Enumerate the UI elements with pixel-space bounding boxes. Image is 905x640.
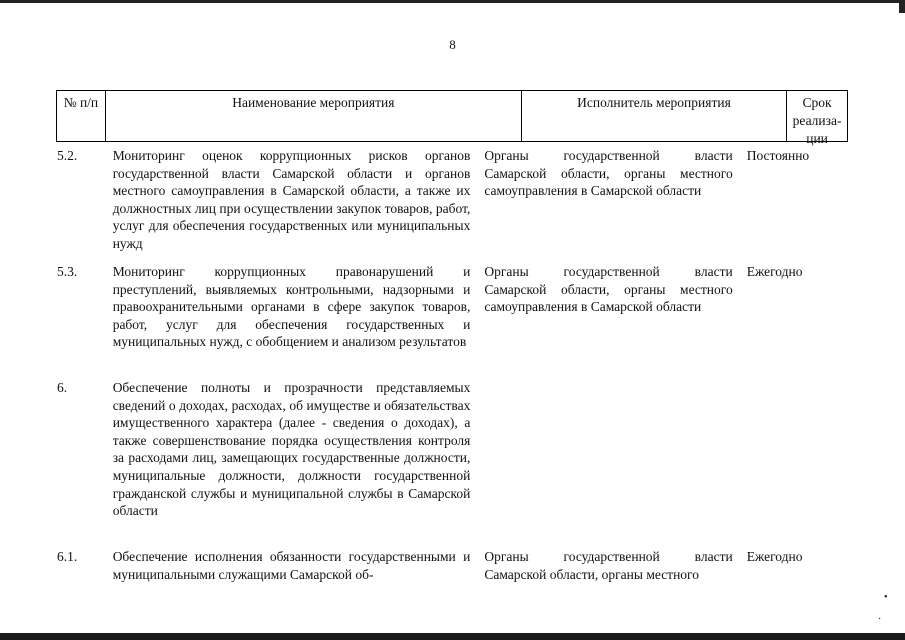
scan-speck: •	[884, 592, 888, 603]
page-number: 8	[449, 37, 456, 52]
row-name: Обеспечение исполнения обязанности государственными и муниципальными служащими Самарской об-	[112, 549, 471, 582]
table-row	[56, 263, 856, 351]
header-executor: Исполнитель мероприятия	[522, 91, 787, 141]
header-term: Срок реализа-ции	[792, 95, 842, 146]
row-num: 6.1.	[57, 549, 78, 564]
row-executor: Органы государственной власти Самарской области, органы местного самоуправления в Самарской области	[484, 264, 733, 315]
scan-edge-bottom	[0, 633, 905, 640]
row-executor: Органы государственной власти Самарской области, органы местного	[484, 549, 733, 582]
row-term: Ежегодно	[746, 549, 803, 564]
row-num: 6.	[57, 380, 68, 395]
row-term: Постоянно	[746, 148, 810, 163]
row-term: Ежегодно	[746, 264, 803, 279]
scan-edge-top	[0, 0, 905, 3]
scan-speck: ·	[878, 614, 882, 625]
row-name: Мониторинг коррупционных правонарушений и преступлений, выявляемых контрольными, надзорными и правоохранительными органами в сфере закупок товаров, работ, услуг для обеспечения государственных и муниципальных нужд, с обобщением и анализом результатов	[112, 264, 471, 350]
row-executor: Органы государственной власти Самарской области, органы местного самоуправления в Самарской области	[484, 148, 733, 199]
row-term	[747, 379, 856, 520]
row-name: Обеспечение полноты и прозрачности представляемых сведений о доходах, расходах, об имуществе и обязательствах имущественного характера (далее - сведения о доходах), а также совершенствование порядка осуществления контроля за расходами лиц, замещающих государственные должности, муниципальные должности, должности государственной гражданской службы и муниципальной службы в Самарской области	[112, 380, 471, 519]
row-num: 5.2.	[57, 148, 78, 163]
row-executor	[484, 379, 732, 520]
table-row	[56, 379, 856, 520]
table-row	[56, 548, 856, 583]
row-name: Мониторинг оценок коррупционных рисков органов государственной власти Самарской области и органов местного самоуправления в Самарской области, а также их должностных лиц при осуществлении закупок товаров, работ, услуг для обеспечения государственных или муниципальных нужд	[112, 148, 471, 251]
header-name: Наименование мероприятия	[106, 91, 522, 141]
row-num: 5.3.	[57, 264, 78, 279]
table-header	[56, 90, 848, 146]
table-row	[56, 147, 856, 253]
header-num: № п/п	[57, 91, 106, 141]
scan-edge-corner	[899, 3, 905, 13]
